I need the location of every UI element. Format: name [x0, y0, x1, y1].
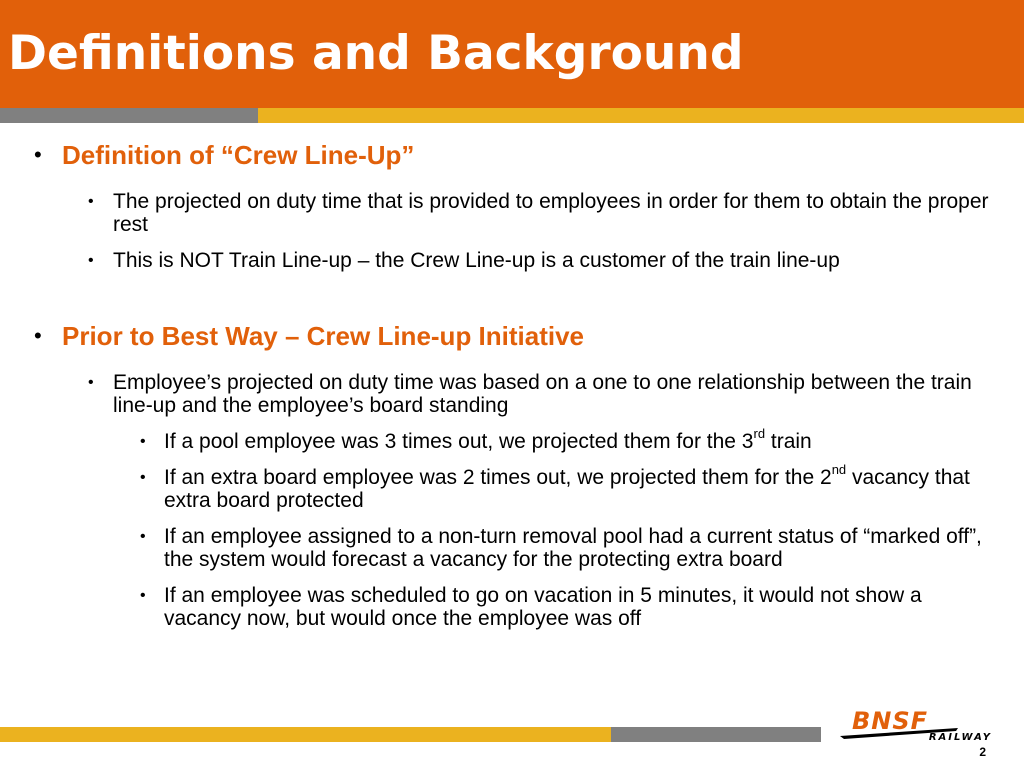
projection-text: Employee’s projected on duty time was based on a one to one relationship between the train line-up and the employee’s board standing: [113, 371, 972, 417]
heading-prior: Prior to Best Way – Crew Line-up Initiative: [62, 321, 585, 351]
not-train-lineup-text: This is NOT Train Line-up – the Crew Line-up is a customer of the train line-up: [113, 249, 840, 272]
extra-board-text: If an extra board employee was 2 times out, we projected them for the 2nd vacancy that extra board protected: [164, 462, 970, 512]
logo-subtitle: RAILWAY: [928, 732, 992, 743]
sub-sub-bullet: [0, 584, 1024, 630]
sub-sub-bullet: [0, 426, 1024, 453]
page-number: 2: [979, 745, 986, 759]
sub-sub-bullet: [0, 525, 1024, 571]
bnsf-logo: [838, 706, 1004, 744]
bullet-dot: •: [140, 469, 146, 486]
sub-bullet: [0, 371, 1024, 417]
bullet-dot: •: [88, 252, 94, 269]
bullet-dot: •: [34, 323, 42, 348]
bullet-dot: •: [140, 433, 146, 450]
bullet-prior: [0, 321, 1024, 351]
sub-bullet: [0, 190, 1024, 236]
title-bar: [0, 0, 1024, 108]
bullet-dot: •: [140, 528, 146, 545]
heading-definition: Definition of “Crew Line-Up”: [62, 140, 415, 170]
slide-body: [0, 140, 1024, 643]
slide-title: Definitions and Background: [8, 26, 744, 81]
bullet-dot: •: [88, 193, 94, 210]
bullet-definition: [0, 140, 1024, 170]
logo-wordmark: BNSF: [852, 707, 929, 735]
vacation-text: If an employee was scheduled to go on vacation in 5 minutes, it would not show a vacancy now, but would once the employee was off: [164, 584, 922, 630]
bullet-dot: •: [88, 374, 94, 391]
bullet-dot: •: [140, 587, 146, 604]
top-stripe-gold: [258, 108, 1024, 123]
sub-bullet: [0, 249, 1024, 272]
definition-text: The projected on duty time that is provided to employees in order for them to obtain the proper rest: [113, 190, 989, 236]
bullet-dot: •: [34, 142, 42, 167]
bottom-stripe-gray: [611, 727, 821, 742]
sub-sub-bullet: [0, 462, 1024, 512]
pool-text: If a pool employee was 3 times out, we projected them for the 3rd train: [164, 426, 812, 453]
top-stripe-gray: [0, 108, 258, 123]
non-turn-text: If an employee assigned to a non-turn removal pool had a current status of “marked off”, the system would forecast a vacancy for the protecting extra board: [164, 525, 982, 571]
bottom-stripe-gold: [0, 727, 611, 742]
